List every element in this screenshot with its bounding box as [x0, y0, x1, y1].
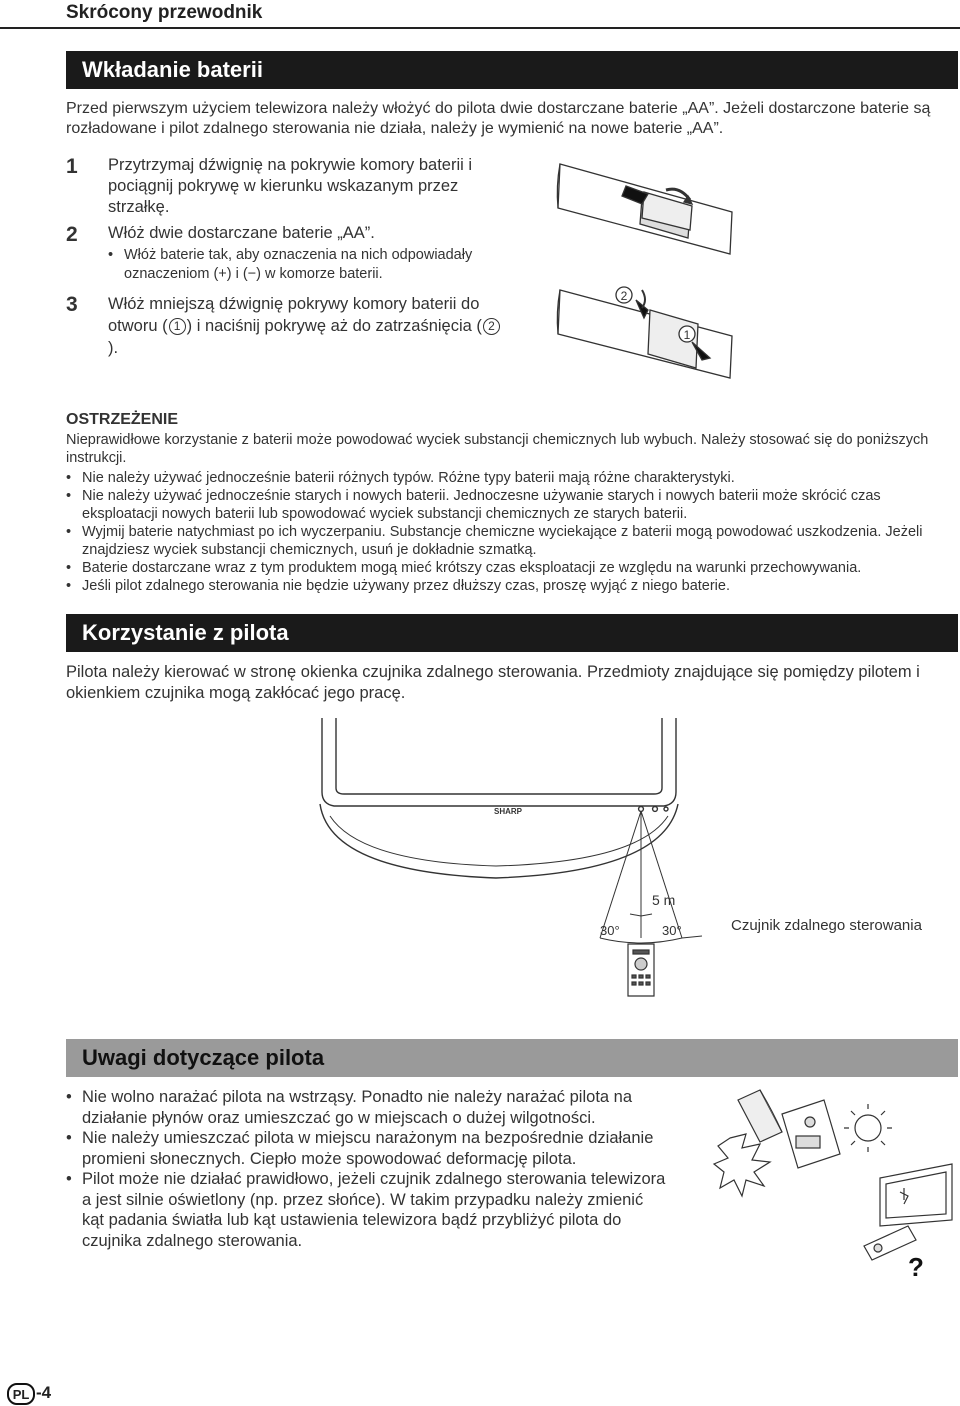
remote-closed-icon [557, 290, 732, 378]
tv-sunlight-icon [880, 1164, 952, 1226]
section-title-batteries: Wkładanie baterii [66, 51, 958, 89]
page-header-title: Skrócony przewodnik [66, 2, 263, 23]
step-text-part: ) i naciśnij pokrywę aż do zatrzaśnięcia ( [186, 317, 482, 335]
battery-warning [66, 411, 958, 595]
remote-control-icon [628, 944, 654, 996]
step-number: 2 [66, 223, 78, 246]
step-2 [66, 223, 506, 289]
warning-item: • Wyjmij baterie natychmiast po ich wyczerpaniu. Substancje chemiczne wyciekające z baterii mogą powodować uszkodzenia. Jeżeli znajdziesz wyciek substancji chemicznych, usuń je dokładnie szmatką. [66, 523, 958, 559]
figure-mark-label: 1 [683, 328, 691, 342]
remote-note-item: • Nie wolno narażać pilota na wstrząsy. Ponadto nie należy narażać pilota na działanie płynów oraz umieszczać go w miejscach o dużej wilgotności. [66, 1087, 666, 1128]
tv-icon [320, 718, 678, 878]
step-text: Włóż dwie dostarczane baterie „AA”. [108, 224, 375, 242]
sun-icon [844, 1104, 892, 1152]
warning-item: • Baterie dostarczane wraz z tym produktem mogą mieć krótszy czas eksploatacji ze względu na warunki przechowywania. [66, 559, 958, 577]
step-3 [66, 293, 506, 363]
step-number: 1 [66, 155, 78, 178]
tv-brand-logo: SHARP [493, 807, 523, 816]
remote-note-item: • Nie należy umieszczać pilota w miejscu narażonym na bezpośrednie działanie promieni słonecznych. Ciepło może spowodować deformację pilota. [66, 1128, 666, 1169]
step-text [108, 293, 503, 359]
remote-hazards-illustration [712, 1080, 958, 1280]
remote-open-icon [557, 164, 732, 254]
step-text-part: ). [108, 339, 119, 357]
shock-and-liquid-icon [714, 1090, 840, 1196]
step-text: Przytrzymaj dźwignię na pokrywie komory baterii i pociągnij pokrywę w kierunku wskazanym przez strzałkę. [108, 156, 473, 216]
step-number: 3 [66, 293, 78, 316]
angle-right-label: 30° [662, 923, 682, 938]
figure-mark-label: 2 [620, 289, 628, 303]
step-text-part: Włóż mniejszą dźwignię pokrywy komory baterii do otworu ( [108, 295, 480, 335]
sensor-label: Czujnik zdalnego sterowania [731, 917, 922, 934]
warning-title: OSTRZEŻENIE [66, 411, 179, 428]
step-1 [66, 155, 506, 219]
batteries-intro: Przed pierwszym użyciem telewizora należy włożyć do pilota dwie dostarczane baterie „AA”. Jeżeli dostarczone baterie są rozładowane i pilot zdalnego sterowania nie działa, należy je wymienić na nowe baterie „AA”. [66, 100, 931, 137]
remote-note-item: • Pilot może nie działać prawidłowo, jeżeli czujnik zdalnego sterowania telewizora a jest silnie oświetlony (np. przez słońce). W takim przypadku należy zmienić kąt padania światła lub kąt ustawienia telewizora bądź przybliżyć pilota do czujnika zdalnego sterowania. [66, 1169, 666, 1251]
circled-mark-1: 1 [169, 318, 186, 335]
remote-notes-list [66, 1087, 666, 1251]
battery-insertion-illustration [552, 150, 738, 405]
warning-list [66, 469, 958, 595]
warning-item: • Jeśli pilot zdalnego sterowania nie będzie używany przez dłuższy czas, proszę wyjąć z niego baterie. [66, 577, 958, 595]
section-title-remote-notes: Uwagi dotyczące pilota [66, 1039, 958, 1077]
warning-item: • Nie należy używać jednocześnie starych i nowych baterii. Jednoczesne używanie starych i nowych baterii może skrócić czas eksploatacji nowych baterii lub spowodować wyciek substancji chemicznych ze starych baterii. [66, 487, 958, 523]
remote-range-illustration [300, 712, 960, 1002]
header-rule [0, 27, 960, 29]
distance-label: 5 m [652, 892, 676, 908]
warning-intro: Nieprawidłowe korzystanie z baterii może powodować wyciek substancji chemicznych lub wybuch. Należy stosować się do poniższych instrukcji. [66, 432, 929, 466]
angle-left-label: 30° [600, 923, 620, 938]
language-badge: PL [7, 1383, 35, 1405]
warning-item: • Nie należy używać jednocześnie baterii różnych typów. Różne typy baterii mają różne charakterystyki. [66, 469, 958, 487]
page-number: -4 [36, 1383, 52, 1402]
question-mark-icon: ? [908, 1252, 924, 1280]
section-title-using-remote: Korzystanie z pilota [66, 614, 958, 652]
step-2-note [108, 246, 503, 284]
battery-steps [66, 155, 506, 363]
note-item: • Włóż baterie tak, aby oznaczenia na nich odpowiadały oznaczeniom (+) i (−) w komorze baterii. [108, 246, 503, 284]
using-remote-intro: Pilota należy kierować w stronę okienka czujnika zdalnego sterowania. Przedmioty znajdujące się pomiędzy pilotem i okienkiem czujnika mogą zakłócać jego pracę. [66, 663, 920, 702]
circled-mark-2: 2 [483, 318, 500, 335]
